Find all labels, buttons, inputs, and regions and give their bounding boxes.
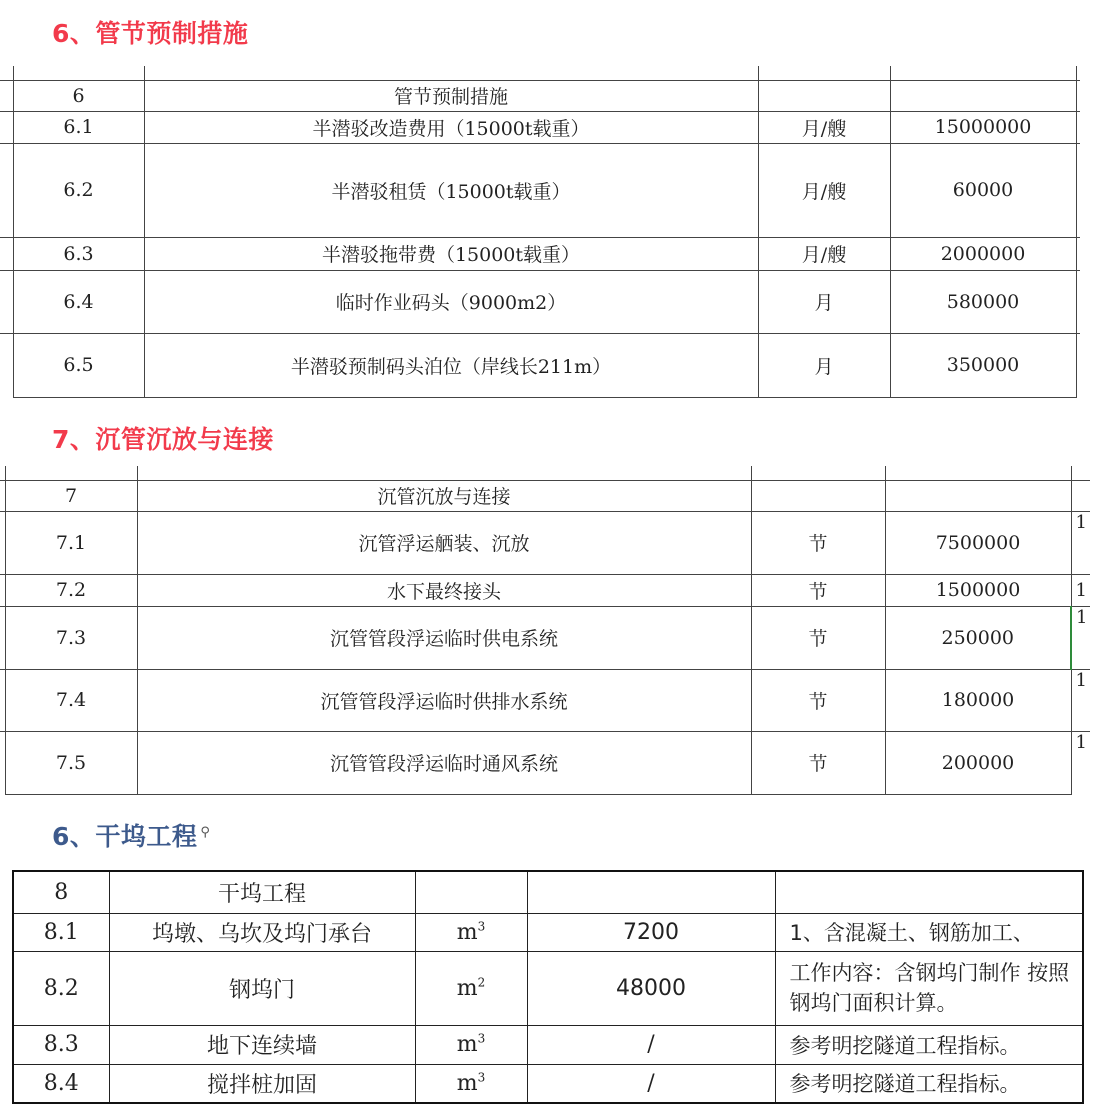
cell-unit: 月/艘 [758, 111, 890, 143]
search-icon[interactable]: ⚲ [200, 824, 211, 840]
table-row [0, 606, 1090, 669]
cell-name: 地下连续墙 [109, 1025, 415, 1064]
cell-name: 沉管管段浮运临时通风系统 [137, 731, 751, 794]
cell-no: 7.3 [5, 606, 137, 669]
cell-no: 6.1 [13, 111, 144, 143]
table-dry-dock [12, 870, 1084, 1104]
cell-name: 干坞工程 [109, 871, 415, 913]
cell-note: 参考明挖隧道工程指标。 [775, 1064, 1083, 1103]
table-row [0, 237, 1080, 270]
cell-no: 7 [5, 480, 137, 511]
cell-value: 60000 [890, 143, 1076, 237]
cell-name: 半潜驳拖带费（15000t载重） [144, 237, 758, 270]
cell-name: 水下最终接头 [137, 574, 751, 606]
table-row [0, 731, 1090, 794]
cell-unit: 月/艘 [758, 143, 890, 237]
cell-extra [1071, 480, 1090, 511]
cell-value: 48000 [527, 951, 775, 1025]
table-row [13, 1064, 1083, 1103]
cell-value: 7200 [527, 913, 775, 951]
cell-name: 搅拌桩加固 [109, 1064, 415, 1103]
table-row [13, 913, 1083, 951]
table-row [0, 669, 1090, 731]
cell-note: 1、含混凝土、钢筋加工、 [775, 913, 1083, 951]
table-row [13, 871, 1083, 913]
cell-note [775, 871, 1083, 913]
cell-unit: 节 [751, 574, 885, 606]
cell-value: 7500000 [885, 511, 1071, 574]
cell-value: 580000 [890, 270, 1076, 333]
table-row [0, 111, 1080, 143]
cell-extra: 1 [1071, 669, 1090, 731]
cell-no: 7.5 [5, 731, 137, 794]
table-row [0, 480, 1090, 511]
cell-no: 7.1 [5, 511, 137, 574]
cell-extra[interactable]: 1 [1071, 606, 1090, 669]
cell-value [890, 80, 1076, 111]
cell-unit: 节 [751, 731, 885, 794]
cell-name: 钢坞门 [109, 951, 415, 1025]
cell-unit: 月/艘 [758, 237, 890, 270]
cell-unit: 月 [758, 270, 890, 333]
cell-name: 半潜驳租赁（15000t载重） [144, 143, 758, 237]
section-heading-8 [52, 817, 210, 853]
cell-no: 6.4 [13, 270, 144, 333]
cell-name: 沉管浮运舾装、沉放 [137, 511, 751, 574]
cell-unit: 月 [758, 333, 890, 397]
table-row [0, 270, 1080, 333]
cell-value: 2000000 [890, 237, 1076, 270]
cell-note: 参考明挖隧道工程指标。 [775, 1025, 1083, 1064]
cell-no: 8 [13, 871, 109, 913]
cell-no: 6.3 [13, 237, 144, 270]
cell-extra: 1 [1071, 731, 1090, 794]
table-pipe-prefab [0, 66, 1080, 398]
table-row [0, 466, 1090, 480]
cell-value: 180000 [885, 669, 1071, 731]
cell-value [527, 871, 775, 913]
cell-value: 1500000 [885, 574, 1071, 606]
cell-unit [758, 80, 890, 111]
cell-value: 200000 [885, 731, 1071, 794]
table-row [0, 333, 1080, 397]
cell-no: 6.2 [13, 143, 144, 237]
table-row [0, 66, 1080, 80]
cell-unit: 节 [751, 511, 885, 574]
cell-extra: 1 [1071, 574, 1090, 606]
cell-unit [751, 480, 885, 511]
cell-no: 7.2 [5, 574, 137, 606]
cell-extra: 1 [1071, 511, 1090, 574]
table-row [0, 511, 1090, 574]
cell-value: / [527, 1025, 775, 1064]
cell-name: 沉管管段浮运临时供电系统 [137, 606, 751, 669]
cell-name: 管节预制措施 [144, 80, 758, 111]
cell-name: 半潜驳预制码头泊位（岸线长211m） [144, 333, 758, 397]
cell-name: 临时作业码头（9000m2） [144, 270, 758, 333]
cell-unit: $m^2$ [415, 951, 527, 1025]
cell-no: 6.5 [13, 333, 144, 397]
cell-value: 350000 [890, 333, 1076, 397]
cell-value [885, 480, 1071, 511]
cell-name: 沉管管段浮运临时供排水系统 [137, 669, 751, 731]
cell-note: 工作内容：含钢坞门制作 按照钢坞门面积计算。 [775, 951, 1083, 1025]
cell-value: 250000 [885, 606, 1071, 669]
section-heading-6: 6、管节预制措施 [52, 19, 249, 48]
table-row [0, 143, 1080, 237]
cell-value: 15000000 [890, 111, 1076, 143]
cell-no: 8.1 [13, 913, 109, 951]
cell-value: / [527, 1064, 775, 1103]
table-row [0, 574, 1090, 606]
cell-no: 8.4 [13, 1064, 109, 1103]
cell-unit: $m^3$ [415, 913, 527, 951]
cell-no: 8.2 [13, 951, 109, 1025]
cell-unit [415, 871, 527, 913]
cell-unit: 节 [751, 606, 885, 669]
cell-unit: $m^3$ [415, 1064, 527, 1103]
cell-unit: 节 [751, 669, 885, 731]
cell-name: 坞墩、乌坎及坞门承台 [109, 913, 415, 951]
table-row [13, 951, 1083, 1025]
table-row [13, 1025, 1083, 1064]
cell-no: 8.3 [13, 1025, 109, 1064]
cell-name: 沉管沉放与连接 [137, 480, 751, 511]
section-heading-7: 7、沉管沉放与连接 [52, 425, 274, 454]
section-heading-8-text: 6、干坞工程 [52, 822, 198, 851]
table-row [0, 80, 1080, 111]
cell-unit: $m^3$ [415, 1025, 527, 1064]
cell-no: 6 [13, 80, 144, 111]
table-tube-sinking [0, 466, 1090, 795]
cell-no: 7.4 [5, 669, 137, 731]
cell-name: 半潜驳改造费用（15000t载重） [144, 111, 758, 143]
